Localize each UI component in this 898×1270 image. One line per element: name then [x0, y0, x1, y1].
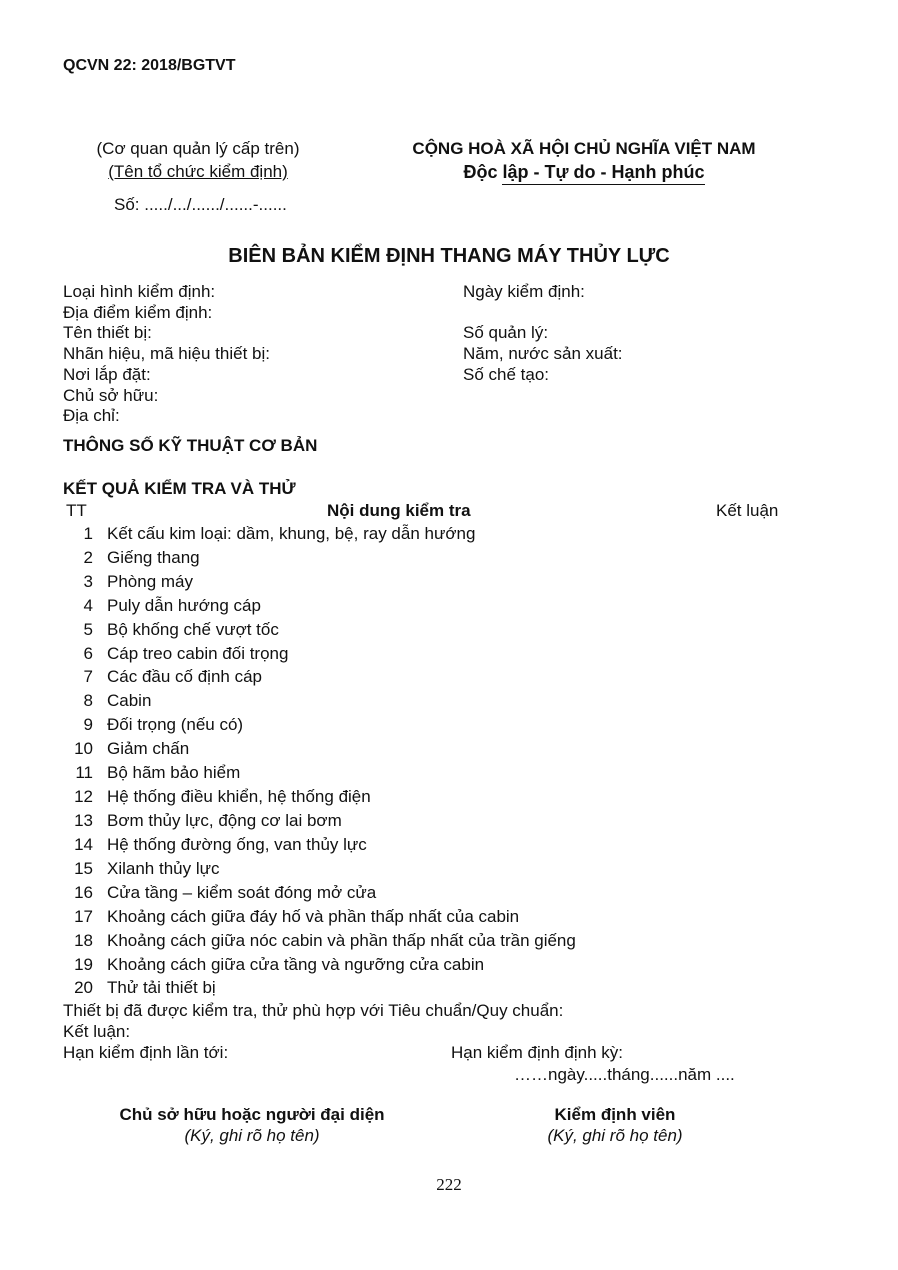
table-row: [63, 667, 823, 691]
table-row: [63, 787, 823, 811]
table-row: [63, 931, 823, 955]
row-content: Giảm chấn: [107, 739, 190, 758]
row-number: 6: [83, 644, 93, 663]
table-row: [63, 620, 823, 644]
section-basic-specs: THÔNG SỐ KỸ THUẬT CƠ BẢN: [63, 436, 318, 455]
table-row: [63, 811, 823, 835]
row-content: Các đầu cố định cáp: [107, 667, 262, 686]
signing-date-line: ……ngày.....tháng......năm ....: [514, 1065, 735, 1084]
national-motto: Độc lập - Tự do - Hạnh phúc: [463, 162, 705, 182]
row-number: 13: [74, 811, 93, 830]
row-number: 15: [74, 859, 93, 878]
info-serial-number: Số chế tạo:: [463, 365, 550, 384]
inspector-signature-title: Kiểm định viên: [554, 1105, 676, 1124]
row-number: 18: [74, 931, 93, 950]
row-content: Cáp treo cabin đối trọng: [107, 644, 289, 663]
info-inspection-location: Địa điểm kiểm định:: [63, 303, 213, 322]
table-row: [63, 572, 823, 596]
row-number: 19: [74, 955, 93, 974]
document-number: Số: ...../.../....../......-......: [114, 195, 287, 214]
info-equipment-name: Tên thiết bị:: [63, 323, 152, 342]
info-install-location: Nơi lắp đặt:: [63, 365, 151, 384]
inspection-org-label: [82, 162, 314, 182]
info-management-number: Số quản lý:: [463, 323, 549, 342]
table-row: [63, 739, 823, 763]
row-number: 4: [83, 596, 93, 615]
row-number: 1: [83, 524, 93, 543]
row-content: Khoảng cách giữa cửa tầng và ngưỡng cửa cabin: [107, 955, 485, 974]
row-content: Puly dẫn hướng cáp: [107, 596, 261, 615]
row-content: Hệ thống điều khiển, hệ thống điện: [107, 787, 371, 806]
table-header-tt: TT: [66, 501, 87, 520]
row-number: 8: [83, 691, 93, 710]
row-number: 2: [83, 548, 93, 567]
table-header-result: Kết luận: [716, 501, 779, 520]
inspector-signature-note: (Ký, ghi rõ họ tên): [547, 1126, 683, 1145]
row-content: Hệ thống đường ống, van thủy lực: [107, 835, 367, 854]
row-number: 20: [74, 978, 93, 997]
owner-signature-title: Chủ sở hữu hoặc người đại diện: [119, 1105, 385, 1124]
compliance-statement: Thiết bị đã được kiểm tra, thử phù hợp với Tiêu chuẩn/Quy chuẩn:: [63, 1001, 564, 1020]
regulation-code: QCVN 22: 2018/BGTVT: [63, 57, 236, 74]
row-content: Giếng thang: [107, 548, 200, 567]
table-row: [63, 978, 823, 1002]
section-test-results: KẾT QUẢ KIỂM TRA VÀ THỬ: [63, 479, 296, 498]
table-row: [63, 955, 823, 979]
table-header-content: Nội dung kiểm tra: [327, 501, 471, 520]
info-manufacture-year-country: Năm, nước sản xuất:: [463, 344, 623, 363]
row-content: Phòng máy: [107, 572, 193, 591]
motto-underline: [502, 184, 705, 185]
info-owner: Chủ sở hữu:: [63, 386, 159, 405]
owner-signature-note: (Ký, ghi rõ họ tên): [184, 1126, 320, 1145]
row-number: 16: [74, 883, 93, 902]
table-row: [63, 691, 823, 715]
page-number: 222: [436, 1175, 462, 1194]
row-number: 10: [74, 739, 93, 758]
row-number: 11: [75, 763, 93, 782]
info-equipment-model: Nhãn hiệu, mã hiệu thiết bị:: [63, 344, 270, 363]
nation-name: CỘNG HOÀ XÃ HỘI CHỦ NGHĨA VIỆT NAM: [412, 139, 756, 158]
row-content: Kết cấu kim loại: dầm, khung, bệ, ray dẫn hướng: [107, 524, 476, 543]
table-row: [63, 763, 823, 787]
info-inspection-date: Ngày kiểm định:: [463, 282, 585, 301]
table-row: [63, 644, 823, 668]
row-number: 9: [83, 715, 93, 734]
info-inspection-type: Loại hình kiểm định:: [63, 282, 216, 301]
row-content: Bộ khống chế vượt tốc: [107, 620, 279, 639]
row-content: Khoảng cách giữa nóc cabin và phần thấp nhất của trần giếng: [107, 931, 576, 950]
row-content: Xilanh thủy lực: [107, 859, 220, 878]
row-content: Cabin: [107, 691, 152, 710]
table-row: [63, 548, 823, 572]
table-row: [63, 596, 823, 620]
row-number: 17: [74, 907, 93, 926]
conclusion-label: Kết luận:: [63, 1022, 131, 1041]
table-row: [63, 883, 823, 907]
row-content: Thử tải thiết bị: [107, 978, 216, 997]
row-content: Đối trọng (nếu có): [107, 715, 244, 734]
next-inspection-due: Hạn kiểm định lần tới:: [63, 1043, 229, 1062]
row-number: 3: [83, 572, 93, 591]
periodic-inspection-due: Hạn kiểm định định kỳ:: [451, 1043, 623, 1062]
table-row: [63, 715, 823, 739]
table-row: [63, 524, 823, 548]
row-content: Bơm thủy lực, động cơ lai bơm: [107, 811, 342, 830]
row-number: 14: [74, 835, 93, 854]
table-row: [63, 835, 823, 859]
document-title: BIÊN BẢN KIỂM ĐỊNH THANG MÁY THỦY LỰC: [228, 245, 670, 267]
row-content: Bộ hãm bảo hiểm: [107, 763, 241, 782]
row-number: 7: [83, 667, 93, 686]
row-number: 5: [83, 620, 93, 639]
table-row: [63, 907, 823, 931]
table-row: [63, 859, 823, 883]
row-content: Cửa tầng – kiểm soát đóng mở cửa: [107, 883, 377, 902]
info-address: Địa chỉ:: [63, 406, 120, 425]
row-number: 12: [74, 787, 93, 806]
inspection-org-text: (Tên tổ chức kiểm định): [108, 162, 288, 181]
parent-agency-label: (Cơ quan quản lý cấp trên): [96, 139, 300, 158]
row-content: Khoảng cách giữa đáy hố và phần thấp nhất của cabin: [107, 907, 520, 926]
